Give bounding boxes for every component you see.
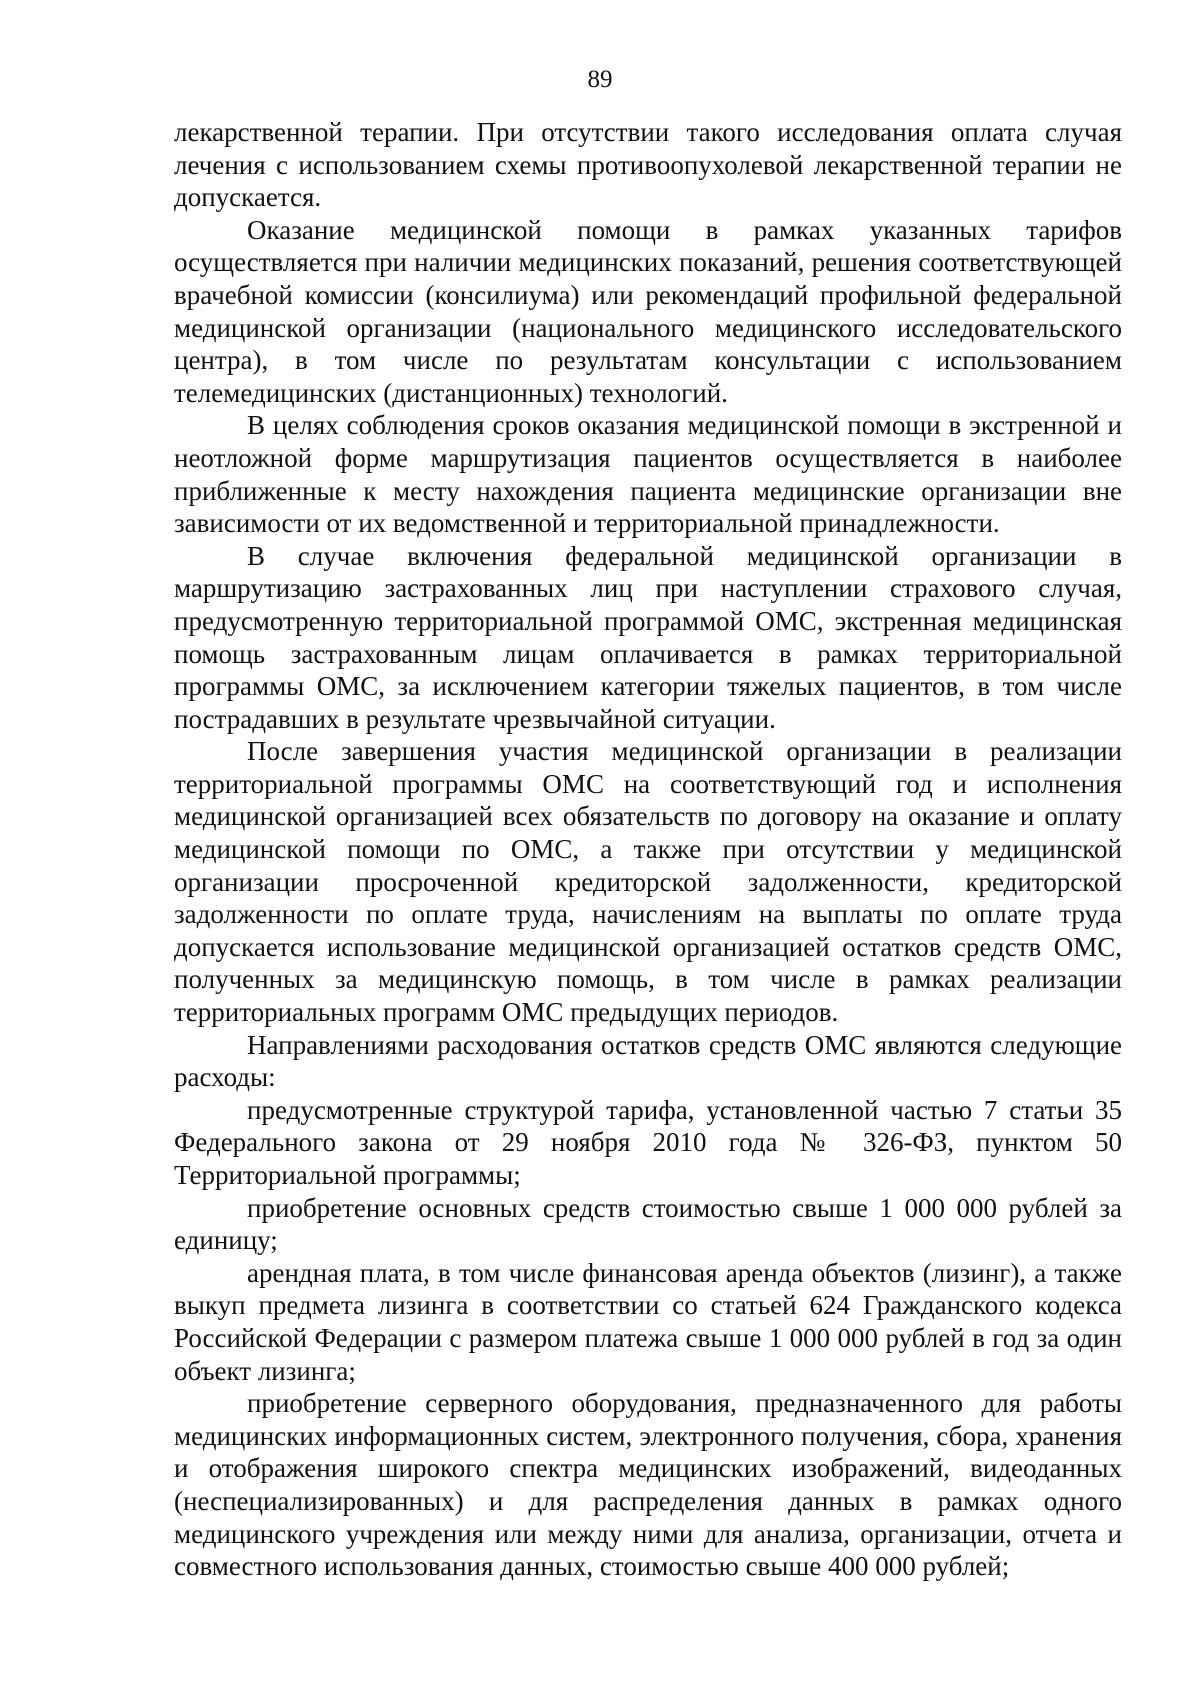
list-item: приобретение серверного оборудования, предназначенного для работы медицинских информационных систем, электронного получения, сбора, хранения и отображения широкого спектра медицинских изображений, видеоданных (неспециализированных) и для распределения данных в рамках одного медицинского учреждения или между ними для анализа, организации, отчета и совместного использования данных, стоимостью свыше 400 000 рублей; <box>174 1388 1122 1582</box>
list-item: арендная плата, в том числе финансовая аренда объектов (лизинг), а также выкуп предмета лизинга в соответствии со статьей 624 Гражданского кодекса Российской Федерации с размером платежа свыше 1 000 000 рублей в год за один объект лизинга; <box>174 1257 1122 1386</box>
list-item: приобретение основных средств стоимостью свыше 1 000 000 рублей за единицу; <box>174 1192 1122 1256</box>
paragraph: Оказание медицинской помощи в рамках указанных тарифов осуществляется при наличии медицинских показаний, решения соответствующей врачебной комиссии (консилиума) или рекомендаций профильной федеральной медицинской организации (национального медицинского исследовательского центра), в том числе по результатам консультации с использованием телемедицинских (дистанционных) технологий. <box>174 214 1122 408</box>
list-item: предусмотренные структурой тарифа, установленной частью 7 статьи 35 Федерального закона от 29 ноября 2010 года № 326-ФЗ, пунктом 50 Территориальной программы; <box>174 1094 1122 1190</box>
paragraph: В целях соблюдения сроков оказания медицинской помощи в экстренной и неотложной форме маршрутизация пациентов осуществляется в наиболее приближенные к месту нахождения пациента медицинские организации вне зависимости от их ведомственной и территориальной принадлежности. <box>174 410 1122 539</box>
paragraph: лекарственной терапии. При отсутствии такого исследования оплата случая лечения с использованием схемы противоопухолевой лекарственной терапии не допускается. <box>174 117 1122 213</box>
page-number: 89 <box>587 66 613 93</box>
document-body <box>174 116 1122 1583</box>
paragraph: В случае включения федеральной медицинской организации в маршрутизацию застрахованных лиц при наступлении страхового случая, предусмотренную территориальной программой ОМС, экстренная медицинская помощь застрахованным лицам оплачивается в рамках территориальной программы ОМС, за исключением категории тяжелых пациентов, в том числе пострадавших в результате чрезвычайной ситуации. <box>174 540 1122 734</box>
paragraph: Направлениями расходования остатков средств ОМС являются следующие расходы: <box>174 1029 1122 1093</box>
paragraph: После завершения участия медицинской организации в реализации территориальной программы ОМС на соответствующий год и исполнения медицинской организацией всех обязательств по договору на оказание и оплату медицинской помощи по ОМС, а также при отсутствии у медицинской организации просроченной кредиторской задолженности, кредиторской задолженности по оплате труда, начислениям на выплаты по оплате труда допускается использование медицинской организацией остатков средств ОМС, полученных за медицинскую помощь, в том числе в рамках реализации территориальных программ ОМС предыдущих периодов. <box>174 736 1122 1028</box>
